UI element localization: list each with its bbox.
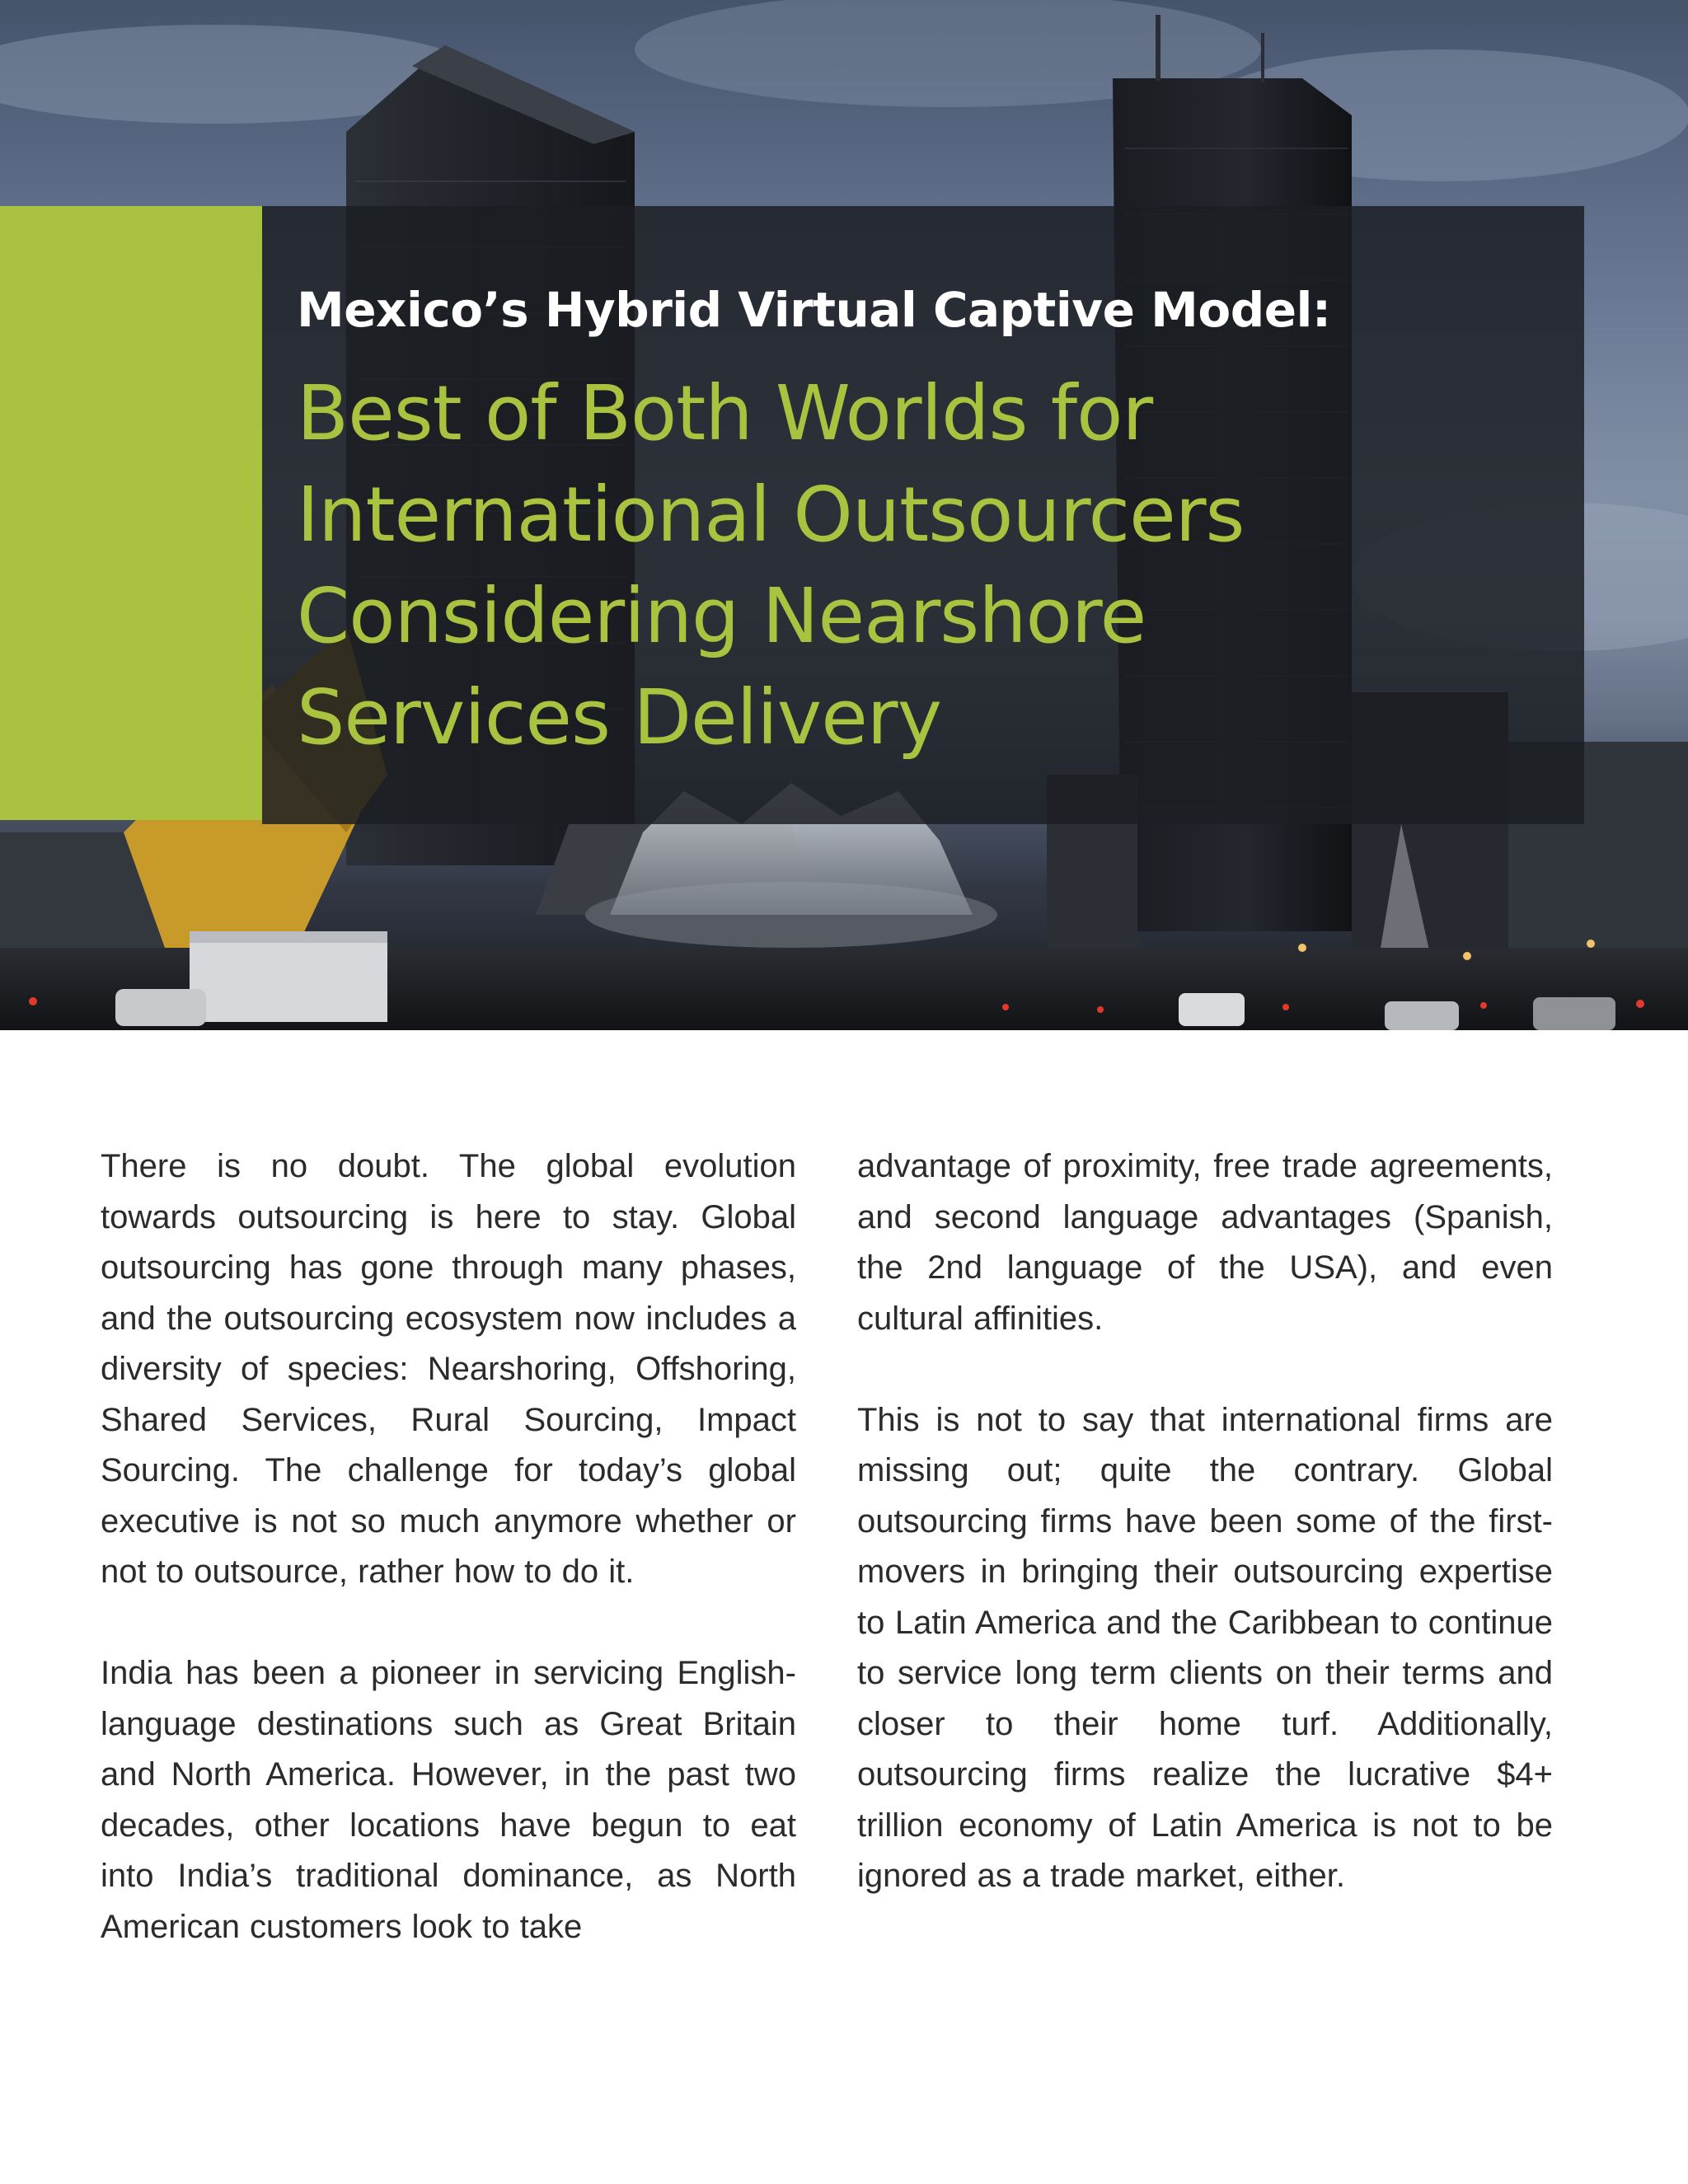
title-kicker: Mexico’s Hybrid Virtual Captive Model: xyxy=(297,282,1331,338)
headline-line: Considering Nearshore xyxy=(297,572,1146,660)
body-column-left xyxy=(101,1141,796,2004)
headline-line: International Outsourcers xyxy=(297,471,1245,559)
headline-line: Services Delivery xyxy=(297,673,942,762)
accent-bar xyxy=(0,206,262,820)
body-paragraph: There is no doubt. The global evolution towards outsourcing is here to stay. Global outsourcing has gone through many phases, and the outsourcing ecosystem now includes a diversity of species: Nearshoring, Offshoring, Shared Services, Rural Sourcing, Impact Sourcing. The challenge for today’s global executive is not so much anymore whether or not to outsource, rather how to do it. xyxy=(101,1148,796,1590)
body-paragraph: advantage of proximity, free trade agreements, and second language advantages (Spanish, the 2nd language of the USA), and even cultural affinities. xyxy=(857,1148,1553,1337)
headline xyxy=(297,363,1566,768)
body-column-right xyxy=(857,1141,1553,1952)
body-paragraph: India has been a pioneer in servicing English-language destinations such as Great Britain and North America. However, in the past two decades, other locations have begun to eat into India’s traditional dominance, as North American customers look to take xyxy=(101,1655,796,1945)
headline-line: Best of Both Worlds for xyxy=(297,369,1153,457)
body-paragraph: This is not to say that international firms are missing out; quite the contrary. Global outsourcing firms have been some of the first-movers in bringing their outsourcing expertise to Latin America and the Caribbean to continue to service long term clients on their terms and closer to their home turf. Additionally, outsourcing firms realize the lucrative $4+ trillion economy of Latin America is not to be ignored as a trade market, either. xyxy=(857,1401,1553,1894)
